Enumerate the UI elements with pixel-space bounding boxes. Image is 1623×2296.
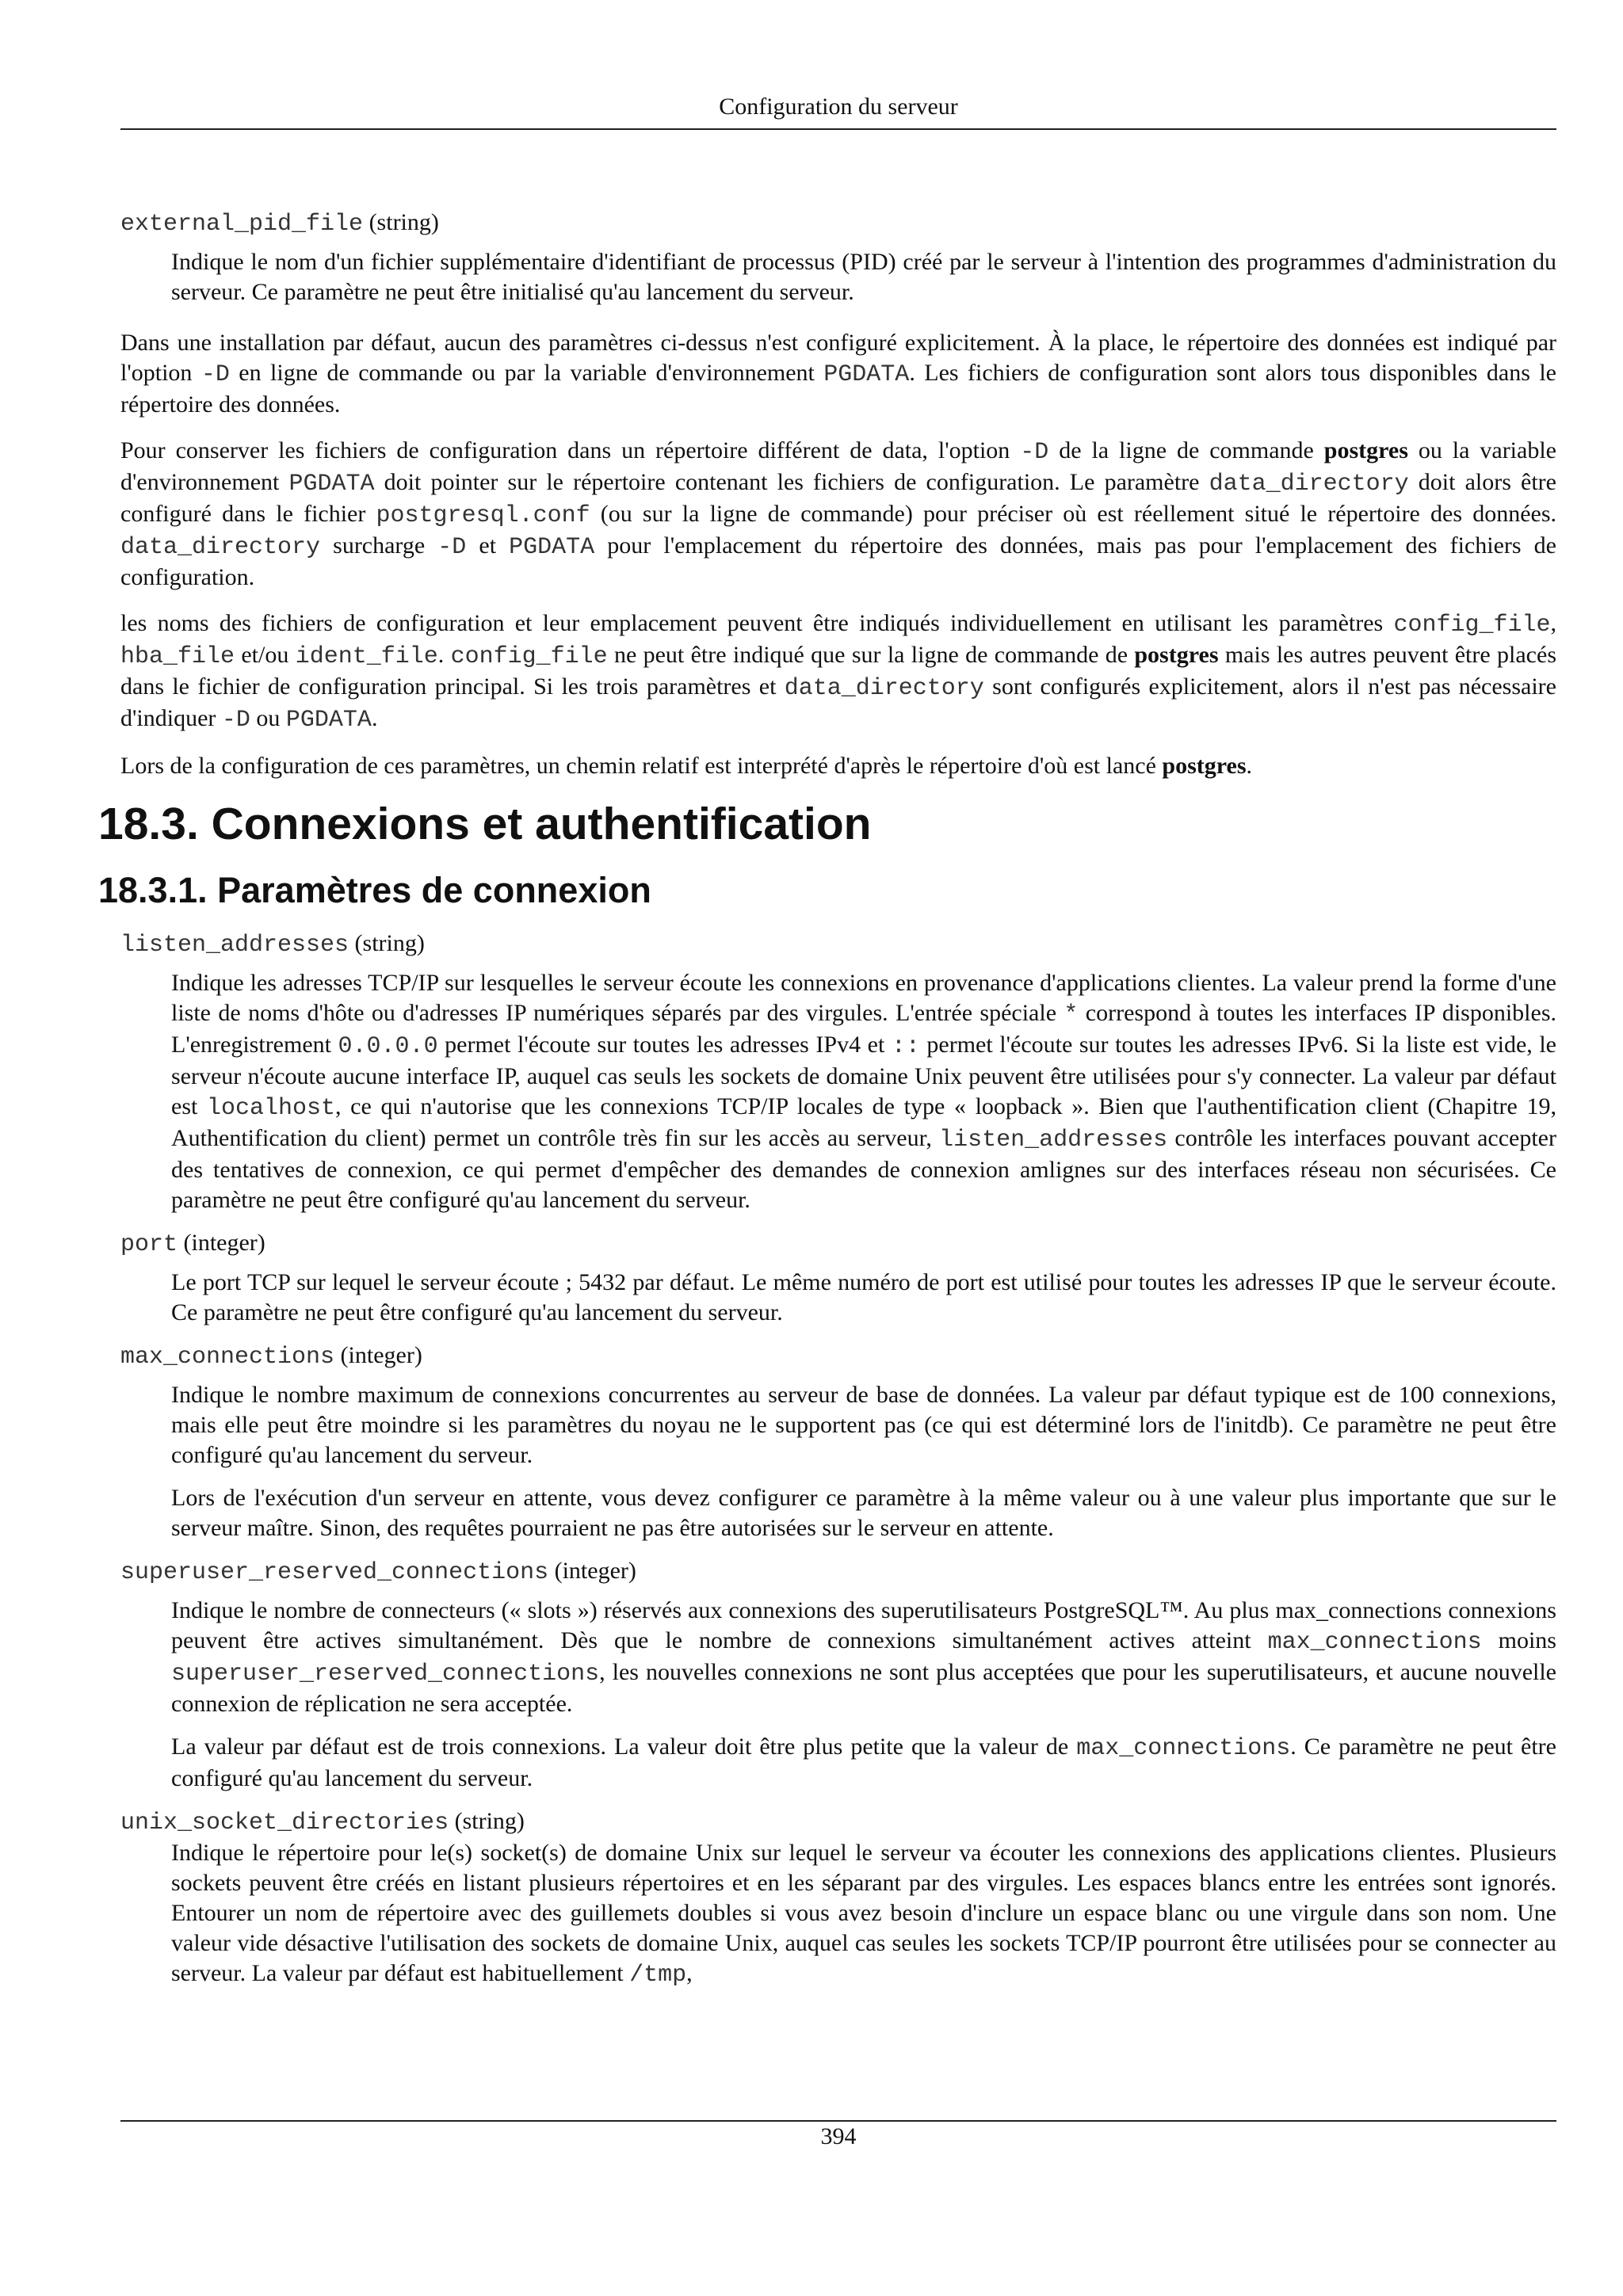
code: PGDATA bbox=[509, 534, 595, 561]
code: 0.0.0.0 bbox=[338, 1033, 438, 1060]
text: les noms des fichiers de configuration et leur emplacement peuvent être indiqués individuellement en utilisant les paramètres bbox=[120, 610, 1394, 636]
text: ou bbox=[250, 705, 286, 731]
text: ne peut être indiqué que sur la ligne de commande de bbox=[607, 642, 1135, 668]
code: * bbox=[1064, 1001, 1079, 1028]
text: La valeur par défaut est de trois connexions. La valeur doit être plus petite que la valeur de bbox=[171, 1733, 1077, 1760]
param-type: (integer) bbox=[183, 1230, 265, 1256]
param-description-default bbox=[171, 1732, 1556, 1794]
param-unix-socket-directories bbox=[120, 1806, 1556, 1838]
text: Pour conserver les fichiers de configuration dans un répertoire différent de data, l'option bbox=[120, 437, 1021, 463]
paragraph-separate-config bbox=[120, 436, 1556, 593]
text: mais les autres peuvent être placés dans le fichier de configuration principal. Si les trois paramètres et bbox=[120, 642, 1556, 700]
text: , ce qui n'autorise que les connexions TCP/IP locales de type « loopback ». Bien que l'authentification client (Chapitre 19, Authentification du client) permet un contrôle très fin sur les accès au serveur, bbox=[171, 1093, 1556, 1151]
param-description: Indique le nom d'un fichier supplémentaire d'identifiant de processus (PID) créé par le serveur à l'intention des programmes d'administration du serveur. Ce paramètre ne peut être initialisé qu'au lancement du serveur. bbox=[171, 249, 1556, 305]
text: . Ce paramètre ne peut être configuré qu'au lancement du serveur. bbox=[171, 1733, 1556, 1791]
param-external-pid-file bbox=[120, 208, 1556, 239]
text: Indique les adresses TCP/IP sur lesquelles le serveur écoute les connexions en provenance d'applications clientes. La valeur prend la forme d'une liste de noms d'hôte ou d'adresses IP numériques séparés par des virgules. L'entrée spéciale bbox=[171, 970, 1556, 1026]
text: moins bbox=[1481, 1627, 1556, 1653]
param-name: port bbox=[120, 1231, 178, 1258]
text: , les nouvelles connexions ne sont plus acceptées que pour les superutilisateurs, et aucune nouvelle connexion de réplication ne sera acceptée. bbox=[171, 1659, 1556, 1717]
page-body bbox=[98, 208, 1557, 2003]
text: permet l'écoute sur toutes les adresses IPv6. Si la liste est vide, le serveur n'écoute aucune interface IP, auquel cas seuls les sockets de domaine Unix peuvent être utilisées pour s'y connecter. La valeur par défaut est bbox=[171, 1032, 1556, 1119]
code: localhost bbox=[206, 1095, 336, 1122]
footer-rule bbox=[120, 2120, 1556, 2122]
text: . bbox=[437, 642, 451, 668]
code: -D bbox=[437, 534, 467, 561]
command-name: postgres bbox=[1134, 642, 1219, 668]
param-description: Indique le nombre maximum de connexions concurrentes au serveur de base de données. La valeur par défaut typique est de 100 connexions, mais elle peut être moindre si les paramètres du noyau ne le supportent pas (ce qui est déterminé lors de l'initdb). Ce paramètre ne peut être configuré qu'au lancement du serveur. bbox=[171, 1382, 1556, 1468]
text: et bbox=[466, 532, 510, 559]
code: superuser_reserved_connections bbox=[171, 1661, 600, 1688]
code: -D bbox=[200, 361, 230, 388]
code: /tmp bbox=[629, 1962, 687, 1989]
param-type: (integer) bbox=[554, 1558, 636, 1584]
text: (ou sur la ligne de commande) pour préciser où est réellement situé le répertoire des données. bbox=[590, 501, 1557, 527]
code: :: bbox=[891, 1033, 920, 1060]
text: ou la variable d'environnement bbox=[120, 437, 1556, 495]
code: max_connections bbox=[1267, 1629, 1482, 1656]
code: -D bbox=[1020, 439, 1049, 466]
page-number: 394 bbox=[820, 2123, 857, 2149]
param-name: external_pid_file bbox=[120, 211, 364, 238]
text: pour l'emplacement du répertoire des données, mais pas pour l'emplacement des fichiers de configuration. bbox=[120, 532, 1556, 590]
text: . bbox=[1246, 753, 1253, 779]
text: sont configurés explicitement, alors il n'est pas nécessaire d'indiquer bbox=[120, 673, 1556, 731]
code: PGDATA bbox=[288, 471, 375, 498]
code: -D bbox=[221, 707, 250, 734]
code: config_file bbox=[1393, 612, 1551, 639]
text: et/ou bbox=[235, 642, 296, 668]
text: , bbox=[1550, 610, 1556, 636]
param-port bbox=[120, 1228, 1556, 1260]
paragraph-individual-files bbox=[120, 608, 1556, 735]
code: max_connections bbox=[1076, 1735, 1291, 1762]
text: de la ligne de commande bbox=[1048, 437, 1324, 463]
param-type: (integer) bbox=[340, 1342, 422, 1368]
code: config_file bbox=[450, 643, 608, 670]
code: PGDATA bbox=[823, 361, 910, 388]
text: , bbox=[686, 1960, 693, 1986]
paragraph-default-install bbox=[120, 328, 1556, 420]
text: en ligne de commande ou par la variable d'environnement bbox=[229, 360, 824, 386]
param-name: superuser_reserved_connections bbox=[120, 1559, 549, 1586]
header-rule bbox=[120, 128, 1556, 130]
command-name: postgres bbox=[1162, 753, 1247, 779]
param-name: unix_socket_directories bbox=[120, 1810, 449, 1836]
running-header: Configuration du serveur bbox=[719, 93, 958, 120]
param-name: max_connections bbox=[120, 1344, 335, 1371]
param-superuser-reserved-connections bbox=[120, 1556, 1556, 1588]
text: Dans une installation par défaut, aucun des paramètres ci-dessus n'est configuré explicitement. À la place, le répertoire des données est indiqué par l'option bbox=[120, 330, 1556, 386]
code: data_directory bbox=[120, 534, 321, 561]
param-listen-addresses bbox=[120, 929, 1556, 960]
text: doit pointer sur le répertoire contenant les fichiers de configuration. Le paramètre bbox=[374, 469, 1209, 495]
param-description-standby: Lors de l'exécution d'un serveur en attente, vous devez configurer ce paramètre à la même valeur ou à une valeur plus importante que sur le serveur maître. Sinon, des requêtes pourraient ne pas être autorisées sur le serveur en attente. bbox=[171, 1485, 1556, 1541]
param-name: listen_addresses bbox=[120, 932, 349, 959]
code: data_directory bbox=[1209, 471, 1409, 498]
param-description bbox=[171, 968, 1556, 1215]
text: permet l'écoute sur toutes les adresses IPv4 et bbox=[437, 1032, 892, 1058]
paragraph-relative-path bbox=[120, 751, 1556, 781]
command-name: postgres bbox=[1323, 437, 1408, 463]
code: data_directory bbox=[784, 675, 984, 702]
code: postgresql.conf bbox=[376, 502, 590, 529]
param-description bbox=[171, 1596, 1556, 1719]
section-heading: 18.3. Connexions et authentification bbox=[98, 799, 872, 849]
text: Lors de la configuration de ces paramètres, un chemin relatif est interprété d'après le répertoire d'où est lancé bbox=[120, 753, 1163, 779]
param-type: (string) bbox=[454, 1808, 525, 1834]
text: contrôle les interfaces pouvant accepter des tentatives de connexion, ce qui permet d'empêcher des demandes de connexion amlignes sur des interfaces réseau non sécurisées. Ce paramètre ne peut être configuré qu'au lancement du serveur. bbox=[171, 1125, 1556, 1213]
param-max-connections bbox=[120, 1341, 1556, 1372]
param-description: Le port TCP sur lequel le serveur écoute ; 5432 par défaut. Le même numéro de port est utilisé pour toutes les adresses IP que le serveur écoute. Ce paramètre ne peut être configuré qu'au lancement du serveur. bbox=[171, 1269, 1556, 1325]
text: doit alors être configuré dans le fichier bbox=[120, 469, 1556, 527]
code: listen_addresses bbox=[939, 1127, 1168, 1154]
text: . bbox=[371, 705, 378, 731]
param-description bbox=[171, 1838, 1556, 1990]
text: Indique le nombre de connecteurs (« slots ») réservés aux connexions des superutilisateurs PostgreSQL™. Au plus max_connections connexions peuvent être actives simultanément. Dès que le nombre de connexions simultanément actives atteint bbox=[171, 1597, 1556, 1653]
text: . Les fichiers de configuration sont alors tous disponibles dans le répertoire des données. bbox=[120, 360, 1556, 418]
text: correspond à toutes les interfaces IP disponibles. L'enregistrement bbox=[171, 1000, 1556, 1058]
text: Indique le répertoire pour le(s) socket(s) de domaine Unix sur lequel le serveur va écouter les connexions des applications clientes. Plusieurs sockets peuvent être créés en listant plusieurs répertoires et en les séparant par des virgules. Les espaces blancs entre les entrées sont ignorés. Entourer un nom de répertoire avec des guillemets doubles si vous avez besoin d'inclure un espace blanc ou une virgule dans son nom. Une valeur vide désactive l'utilisation des sockets de domaine Unix, auquel cas seules les sockets TCP/IP pourront être utilisées pour se connecter au serveur. La valeur par défaut est habituellement bbox=[171, 1840, 1556, 1986]
subsection-heading: 18.3.1. Paramètres de connexion bbox=[98, 870, 651, 910]
param-type: (string) bbox=[354, 930, 425, 956]
code: ident_file bbox=[295, 643, 438, 670]
param-type: (string) bbox=[369, 209, 439, 235]
code: PGDATA bbox=[285, 707, 372, 734]
text: surcharge bbox=[320, 532, 438, 559]
code: hba_file bbox=[120, 643, 235, 670]
